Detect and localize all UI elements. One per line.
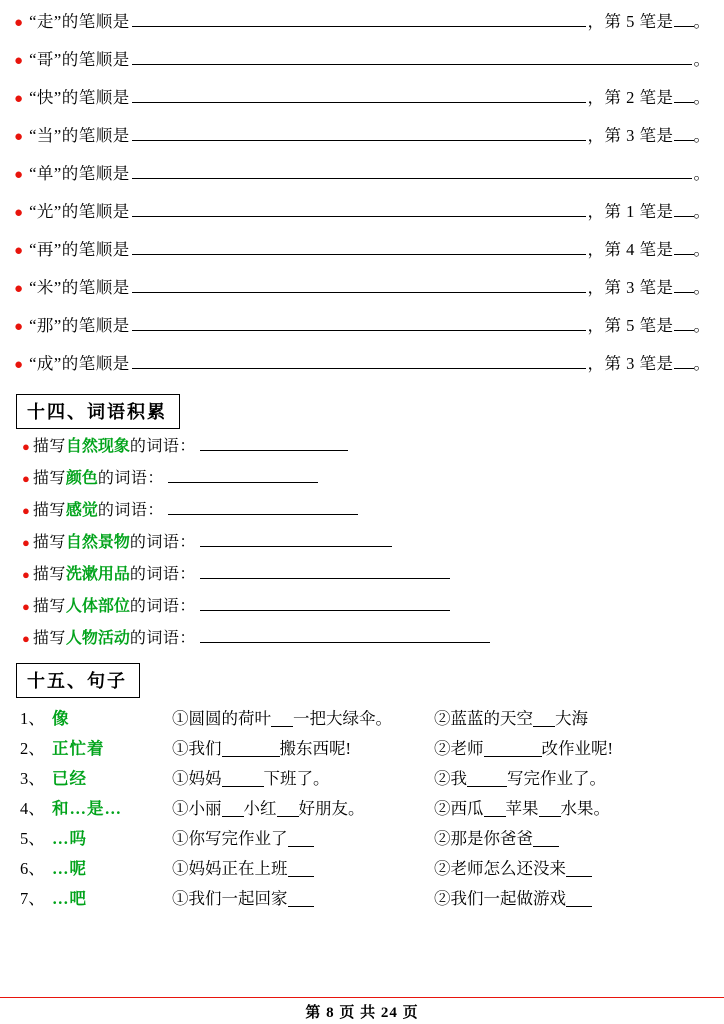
answer-blank[interactable] bbox=[484, 801, 506, 817]
answer-blank-small[interactable] bbox=[674, 354, 694, 369]
question-text: 的笔顺是 bbox=[61, 202, 130, 221]
word-item bbox=[14, 561, 710, 593]
target-character: “成” bbox=[29, 354, 62, 373]
stroke-index-text: ，第 5 笔是 bbox=[587, 316, 674, 335]
row-number: 2、 bbox=[20, 739, 45, 758]
answer-blank-small[interactable] bbox=[674, 88, 694, 103]
answer-blank[interactable] bbox=[132, 49, 692, 65]
red-bullet-icon: ● bbox=[14, 319, 24, 335]
question-text: 的笔顺是 bbox=[61, 88, 130, 107]
footer-prefix: 第 bbox=[305, 1005, 322, 1021]
stroke-index-text: ，第 1 笔是 bbox=[587, 202, 674, 221]
answer-blank[interactable] bbox=[200, 627, 490, 643]
answer-blank[interactable] bbox=[200, 563, 450, 579]
section-14-title: 十四、词语积累 bbox=[16, 394, 180, 429]
answer-blank[interactable] bbox=[132, 125, 586, 141]
question-text: 的笔顺是 bbox=[61, 164, 130, 183]
period: 。 bbox=[693, 164, 710, 183]
row-number: 5、 bbox=[20, 829, 45, 848]
answer-blank[interactable] bbox=[277, 801, 299, 817]
answer-blank[interactable] bbox=[200, 595, 450, 611]
answer-blank[interactable] bbox=[222, 741, 280, 757]
red-bullet-icon: ● bbox=[14, 357, 24, 373]
answer-blank[interactable] bbox=[132, 87, 586, 103]
answer-blank[interactable] bbox=[132, 201, 586, 217]
word-keyword: 自然景物 bbox=[65, 534, 130, 551]
stroke-index-text: ，第 3 笔是 bbox=[587, 354, 674, 373]
table-row bbox=[14, 792, 710, 822]
word-item bbox=[14, 593, 710, 625]
question-text: 的笔顺是 bbox=[61, 316, 130, 335]
answer-blank[interactable] bbox=[132, 163, 692, 179]
table-row bbox=[14, 882, 710, 912]
row-number: 4、 bbox=[20, 799, 45, 818]
sentence-part: 改作业呢! bbox=[541, 739, 613, 758]
answer-blank-small[interactable] bbox=[674, 202, 694, 217]
red-bullet-icon: ● bbox=[14, 53, 24, 69]
sentence-part: ②老师 bbox=[434, 739, 484, 758]
target-character: “哥” bbox=[29, 50, 62, 69]
table-row bbox=[14, 732, 710, 762]
answer-blank[interactable] bbox=[271, 711, 293, 727]
word-item bbox=[14, 465, 710, 497]
sentence-part: ①小丽 bbox=[172, 799, 222, 818]
answer-blank[interactable] bbox=[132, 277, 586, 293]
answer-blank[interactable] bbox=[467, 771, 507, 787]
answer-blank[interactable] bbox=[288, 861, 314, 877]
red-bullet-icon: ● bbox=[14, 129, 24, 145]
stroke-index-text: ，第 5 笔是 bbox=[587, 12, 674, 31]
sentence-part: ②我 bbox=[434, 769, 467, 788]
stroke-order-item bbox=[14, 8, 710, 46]
answer-blank[interactable] bbox=[566, 891, 592, 907]
row-keyword: …吧 bbox=[52, 889, 87, 908]
word-prefix: 描写 bbox=[32, 438, 66, 455]
sentence-part: ②蓝蓝的天空 bbox=[434, 709, 533, 728]
period: 。 bbox=[693, 278, 710, 297]
stroke-order-item bbox=[14, 122, 710, 160]
stroke-order-item bbox=[14, 236, 710, 274]
target-character: “光” bbox=[29, 202, 62, 221]
red-bullet-icon: ● bbox=[14, 205, 24, 221]
period: 。 bbox=[693, 50, 710, 69]
target-character: “当” bbox=[29, 126, 62, 145]
stroke-order-item bbox=[14, 46, 710, 84]
question-text: 的笔顺是 bbox=[61, 278, 130, 297]
sentence-part: ②我们一起做游戏 bbox=[434, 889, 566, 908]
row-keyword: 已经 bbox=[52, 769, 87, 788]
word-prefix: 描写 bbox=[32, 630, 66, 647]
answer-blank[interactable] bbox=[132, 315, 586, 331]
row-keyword: …吗 bbox=[52, 829, 87, 848]
sentence-part: ①妈妈正在上班 bbox=[172, 859, 288, 878]
period: 。 bbox=[693, 240, 710, 259]
period: 。 bbox=[693, 202, 710, 221]
target-character: “单” bbox=[29, 164, 62, 183]
stroke-order-item bbox=[14, 84, 710, 122]
target-character: “那” bbox=[29, 316, 62, 335]
sentence-part: ①我们一起回家 bbox=[172, 889, 288, 908]
table-row bbox=[14, 762, 710, 792]
red-bullet-icon: ● bbox=[22, 631, 30, 646]
sentence-part: ②那是你爸爸 bbox=[434, 829, 533, 848]
word-suffix: 的词语： bbox=[97, 470, 164, 487]
footer-page-number: 8 bbox=[326, 1005, 335, 1021]
answer-blank[interactable] bbox=[222, 771, 264, 787]
word-keyword: 洗漱用品 bbox=[65, 566, 130, 583]
red-bullet-icon: ● bbox=[22, 599, 30, 614]
answer-blank[interactable] bbox=[132, 11, 586, 27]
stroke-order-item bbox=[14, 274, 710, 312]
red-bullet-icon: ● bbox=[22, 439, 30, 454]
answer-blank[interactable] bbox=[539, 801, 561, 817]
sentence-part: 苹果 bbox=[505, 799, 539, 818]
red-bullet-icon: ● bbox=[14, 15, 24, 31]
answer-blank[interactable] bbox=[200, 435, 348, 451]
sentence-part: 好朋友。 bbox=[298, 799, 365, 818]
red-bullet-icon: ● bbox=[14, 167, 24, 183]
period: 。 bbox=[693, 354, 710, 373]
period: 。 bbox=[693, 316, 710, 335]
stroke-order-item bbox=[14, 350, 710, 388]
target-character: “再” bbox=[29, 240, 62, 259]
stroke-order-list bbox=[14, 8, 710, 388]
row-number: 7、 bbox=[20, 889, 45, 908]
sentence-part: ②老师怎么还没来 bbox=[434, 859, 566, 878]
answer-blank-small[interactable] bbox=[674, 126, 694, 141]
stroke-index-text: ，第 3 笔是 bbox=[587, 278, 674, 297]
stroke-order-item bbox=[14, 198, 710, 236]
answer-blank[interactable] bbox=[288, 831, 314, 847]
sentence-part: ②西瓜 bbox=[434, 799, 484, 818]
answer-blank[interactable] bbox=[168, 467, 318, 483]
answer-blank[interactable] bbox=[533, 711, 555, 727]
stroke-index-text: ，第 3 笔是 bbox=[587, 126, 674, 145]
answer-blank[interactable] bbox=[132, 239, 586, 255]
sentence-part: 写完作业了。 bbox=[507, 769, 606, 788]
period: 。 bbox=[693, 12, 710, 31]
row-keyword: 正忙着 bbox=[52, 739, 105, 758]
word-keyword: 颜色 bbox=[65, 470, 98, 487]
sentence-part: ①你写完作业了 bbox=[172, 829, 288, 848]
word-keyword: 自然现象 bbox=[65, 438, 130, 455]
answer-blank-small[interactable] bbox=[674, 240, 694, 255]
answer-blank[interactable] bbox=[288, 891, 314, 907]
sentence-part: ①圆圆的荷叶 bbox=[172, 709, 271, 728]
row-keyword: 和…是… bbox=[52, 799, 122, 818]
word-prefix: 描写 bbox=[32, 502, 66, 519]
target-character: “走” bbox=[29, 12, 62, 31]
word-item bbox=[14, 433, 710, 465]
word-item bbox=[14, 625, 710, 657]
word-prefix: 描写 bbox=[32, 598, 66, 615]
word-item bbox=[14, 529, 710, 561]
page-footer bbox=[0, 997, 724, 1022]
word-keyword: 人物活动 bbox=[65, 630, 130, 647]
sentence-table bbox=[14, 702, 710, 912]
word-keyword: 人体部位 bbox=[65, 598, 130, 615]
red-bullet-icon: ● bbox=[14, 281, 24, 297]
answer-blank-small[interactable] bbox=[674, 12, 694, 27]
sentence-part: 搬东西呢! bbox=[279, 739, 351, 758]
row-number: 1、 bbox=[20, 709, 45, 728]
question-text: 的笔顺是 bbox=[61, 126, 130, 145]
answer-blank-small[interactable] bbox=[674, 278, 694, 293]
section-15-title: 十五、句子 bbox=[16, 663, 140, 698]
footer-suffix: 页 bbox=[402, 1005, 419, 1021]
red-bullet-icon: ● bbox=[14, 243, 24, 259]
sentence-part: ①我们 bbox=[172, 739, 222, 758]
answer-blank[interactable] bbox=[222, 801, 244, 817]
sentence-part: 一把大绿伞。 bbox=[293, 709, 392, 728]
word-suffix: 的词语： bbox=[97, 502, 164, 519]
sentence-part: 小红 bbox=[243, 799, 277, 818]
question-text: 的笔顺是 bbox=[61, 12, 130, 31]
row-keyword: …呢 bbox=[52, 859, 87, 878]
row-number: 3、 bbox=[20, 769, 45, 788]
sentence-part: ①妈妈 bbox=[172, 769, 222, 788]
target-character: “米” bbox=[29, 278, 62, 297]
stroke-order-item bbox=[14, 160, 710, 198]
word-prefix: 描写 bbox=[32, 534, 66, 551]
footer-total-pages: 24 bbox=[380, 1005, 398, 1021]
footer-middle: 页 共 bbox=[339, 1005, 377, 1021]
question-text: 的笔顺是 bbox=[61, 354, 130, 373]
answer-blank[interactable] bbox=[533, 831, 559, 847]
answer-blank-small[interactable] bbox=[674, 316, 694, 331]
word-suffix: 的词语： bbox=[129, 630, 196, 647]
sentence-part: 下班了。 bbox=[263, 769, 330, 788]
sentence-part: 大海 bbox=[555, 709, 588, 728]
answer-blank[interactable] bbox=[168, 499, 358, 515]
red-bullet-icon: ● bbox=[22, 535, 30, 550]
word-keyword: 感觉 bbox=[65, 502, 98, 519]
word-suffix: 的词语： bbox=[129, 534, 196, 551]
answer-blank[interactable] bbox=[484, 741, 542, 757]
answer-blank[interactable] bbox=[132, 353, 586, 369]
table-row bbox=[14, 822, 710, 852]
word-suffix: 的词语： bbox=[129, 438, 196, 455]
target-character: “快” bbox=[29, 88, 62, 107]
row-number: 6、 bbox=[20, 859, 45, 878]
question-text: 的笔顺是 bbox=[61, 240, 130, 259]
stroke-order-item bbox=[14, 312, 710, 350]
word-prefix: 描写 bbox=[32, 470, 66, 487]
word-item bbox=[14, 497, 710, 529]
stroke-index-text: ，第 4 笔是 bbox=[587, 240, 674, 259]
table-row bbox=[14, 852, 710, 882]
row-keyword: 像 bbox=[52, 709, 70, 728]
period: 。 bbox=[693, 126, 710, 145]
word-suffix: 的词语： bbox=[129, 566, 196, 583]
sentence-part: 水果。 bbox=[560, 799, 610, 818]
period: 。 bbox=[693, 88, 710, 107]
table-row bbox=[14, 702, 710, 732]
red-bullet-icon: ● bbox=[22, 471, 30, 486]
word-suffix: 的词语： bbox=[129, 598, 196, 615]
answer-blank[interactable] bbox=[566, 861, 592, 877]
answer-blank[interactable] bbox=[200, 531, 392, 547]
red-bullet-icon: ● bbox=[22, 503, 30, 518]
word-accumulation-list bbox=[14, 433, 710, 657]
red-bullet-icon: ● bbox=[22, 567, 30, 582]
stroke-index-text: ，第 2 笔是 bbox=[587, 88, 674, 107]
question-text: 的笔顺是 bbox=[61, 50, 130, 69]
red-bullet-icon: ● bbox=[14, 91, 24, 107]
word-prefix: 描写 bbox=[32, 566, 66, 583]
